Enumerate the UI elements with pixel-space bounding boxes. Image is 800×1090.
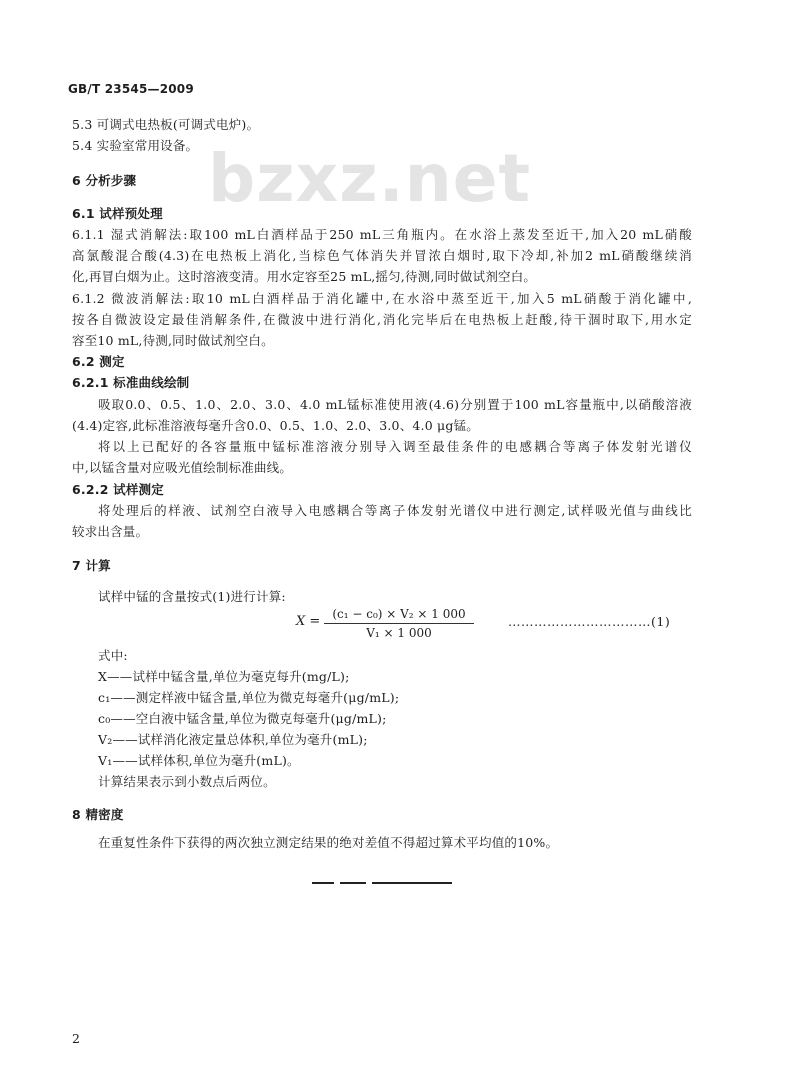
calculation-intro: 试样中锰的含量按式(1)进行计算: <box>98 589 286 604</box>
definition-c1: c₁——测定样液中锰含量,单位为微克每毫升(μg/mL); <box>98 690 400 705</box>
clause-6-1-1-line-2: 高氯酸混合酸(4.3)在电热板上消化,当棕色气体消失并冒浓白烟时,取下冷却,补加2 mL硝酸继续消 <box>72 248 692 263</box>
section-6-2-1-heading: 6.2.1 标准曲线绘制 <box>72 375 190 390</box>
formula-lhs: X = <box>296 614 321 629</box>
clause-6-2-2-line-2: 较求出含量。 <box>72 524 149 539</box>
section-6-heading: 6 分析步骤 <box>72 173 137 188</box>
clause-6-2-1-line-3: 将以上已配好的各容量瓶中锰标准溶液分别导入调至最佳条件的电感耦合等离子体发射光谱仪 <box>98 439 692 454</box>
formula-number: ……………………………(1) <box>508 614 671 629</box>
clause-6-1-2-line-1: 6.1.2 微波消解法:取10 mL白酒样品于消化罐中,在水浴中蒸至近干,加入5 mL硝酸于消化罐中, <box>72 291 692 306</box>
section-7-heading: 7 计算 <box>72 558 111 573</box>
section-6-1-heading: 6.1 试样预处理 <box>72 206 163 221</box>
clause-6-2-1-line-1: 吸取0.0、0.5、1.0、2.0、3.0、4.0 mL锰标准使用液(4.6)分别置于100 mL容量瓶中,以硝酸溶液 <box>98 397 692 412</box>
standard-code-header: GB/T 23545—2009 <box>68 82 194 96</box>
formula-fraction <box>324 606 474 641</box>
end-rule-segment-1 <box>312 882 334 884</box>
clause-6-2-1-line-2: (4.4)定容,此标准溶液每毫升含0.0、0.5、1.0、2.0、3.0、4.0 μg锰。 <box>72 418 479 433</box>
page-number: 2 <box>72 1031 81 1046</box>
definition-v1: V₁——试样体积,单位为毫升(mL)。 <box>98 753 300 768</box>
section-8-heading: 8 精密度 <box>72 807 124 822</box>
clause-6-1-2-line-2: 按各自微波设定最佳消解条件,在微波中进行消化,消化完毕后在电热板上赶酸,待干涸时取下,用水定 <box>72 312 692 327</box>
definition-x: X——试样中锰含量,单位为毫克每升(mg/L); <box>98 669 350 684</box>
fraction-bar <box>324 623 474 624</box>
clause-6-1-1-line-3: 化,再冒白烟为止。这时溶液变清。用水定容至25 mL,摇匀,待测,同时做试剂空白。 <box>72 269 537 284</box>
clause-5-3: 5.3 可调式电热板(可调式电炉)。 <box>72 117 260 132</box>
section-6-2-heading: 6.2 测定 <box>72 354 125 369</box>
clause-6-1-2-line-3: 容至10 mL,待测,同时做试剂空白。 <box>72 333 274 348</box>
clause-5-4: 5.4 实验室常用设备。 <box>72 138 199 153</box>
definition-c0: c₀——空白液中锰含量,单位为微克每毫升(μg/mL); <box>98 711 387 726</box>
formula-denominator: V₁ × 1 000 <box>366 626 432 640</box>
clause-6-1-1-line-1: 6.1.1 湿式消解法:取100 mL白酒样品于250 mL三角瓶内。在水浴上蒸发至近干,加入20 mL硝酸 <box>72 227 692 242</box>
clause-6-2-2-line-1: 将处理后的样液、试剂空白液导入电感耦合等离子体发射光谱仪中进行测定,试样吸光值与曲线比 <box>98 503 692 518</box>
precision-statement: 在重复性条件下获得的两次独立测定结果的绝对差值不得超过算术平均值的10%。 <box>98 835 559 850</box>
where-label: 式中: <box>98 648 128 663</box>
clause-6-2-1-line-4: 中,以锰含量对应吸光值绘制标准曲线。 <box>72 460 293 475</box>
end-rule-segment-3 <box>372 882 452 884</box>
watermark: bzxz.net <box>208 140 532 217</box>
definition-v2: V₂——试样消化液定量总体积,单位为毫升(mL); <box>98 732 368 747</box>
formula-numerator: (c₁ − c₀) × V₂ × 1 000 <box>332 607 466 621</box>
rounding-note: 计算结果表示到小数点后两位。 <box>98 774 276 789</box>
end-rule-segment-2 <box>340 882 366 884</box>
formula-1 <box>296 606 486 640</box>
section-6-2-2-heading: 6.2.2 试样测定 <box>72 482 164 497</box>
